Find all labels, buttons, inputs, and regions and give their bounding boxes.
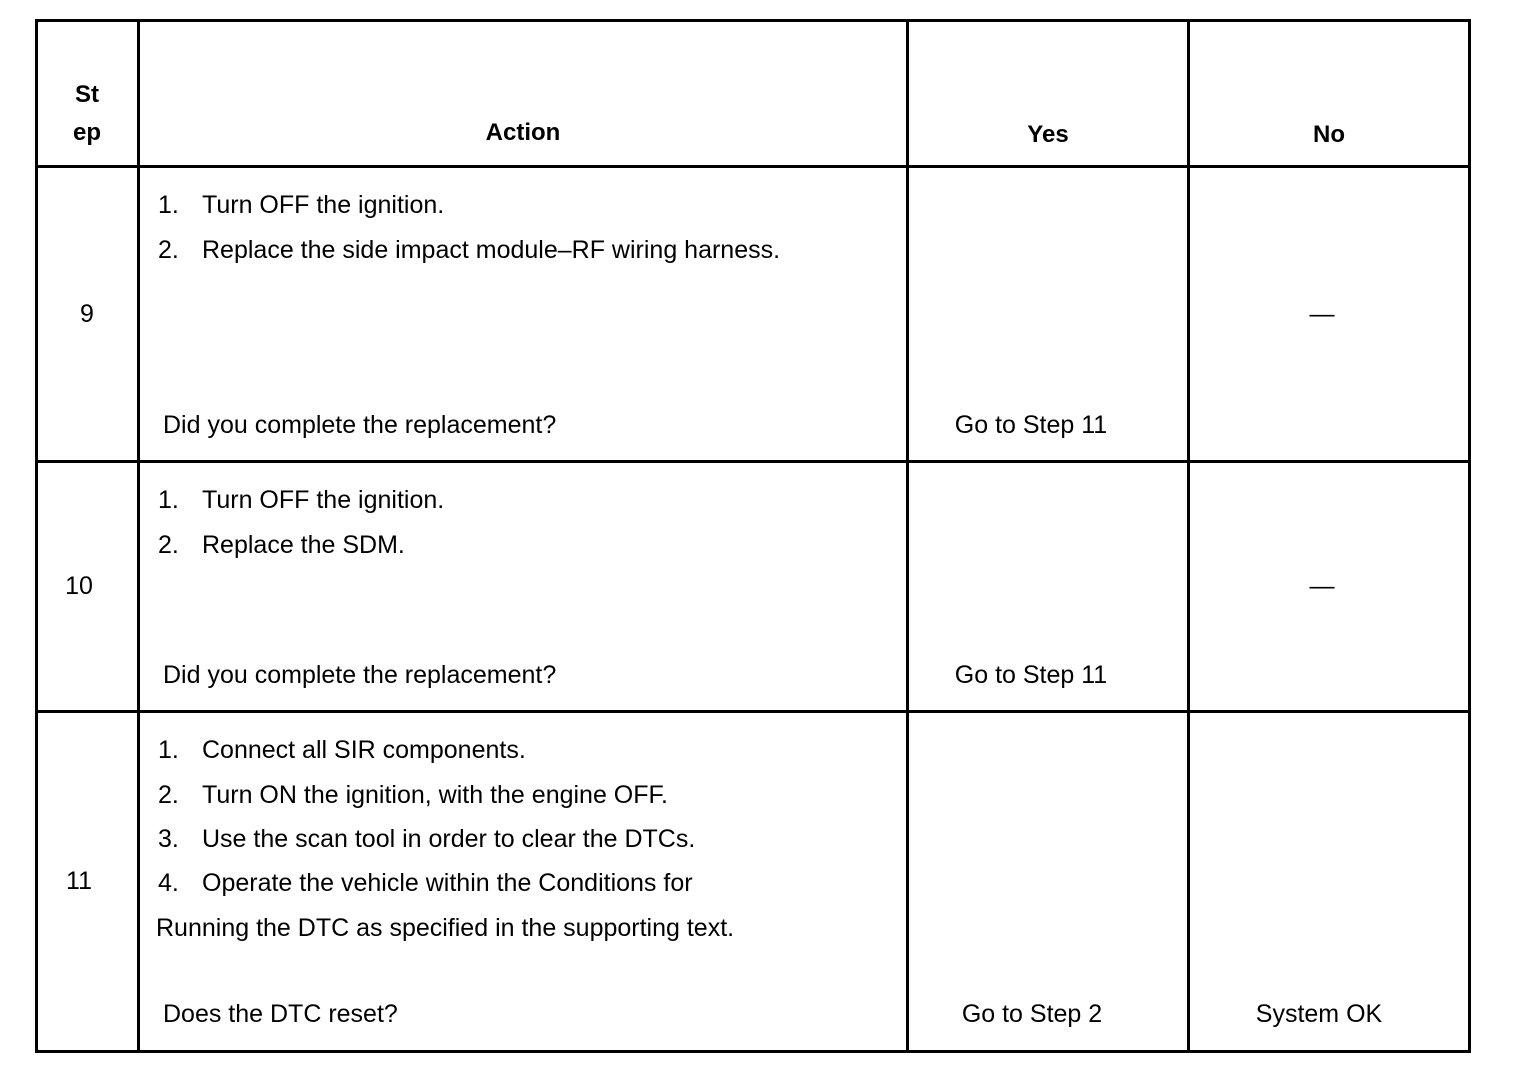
action-column-divider <box>906 19 909 1053</box>
action-step-text: Use the scan tool in order to clear the DTCs. <box>202 825 696 853</box>
action-step-number: 2. <box>158 531 179 559</box>
yes-result: Go to Step 2 <box>961 1000 1103 1028</box>
action-step <box>158 780 668 810</box>
action-step-text: Replace the side impact module–RF wiring harness. <box>202 236 781 264</box>
action-continuation: Running the DTC as specified in the supporting text. <box>156 914 735 942</box>
header-bottom-border <box>36 165 1471 168</box>
yes-column-divider <box>1187 19 1190 1053</box>
table-bottom-border <box>36 1050 1471 1053</box>
step-number: 9 <box>80 300 94 328</box>
action-step-number: 2. <box>158 236 179 264</box>
action-step-number: 1. <box>158 736 179 764</box>
table-top-border <box>36 19 1471 22</box>
no-result: — <box>1309 572 1335 600</box>
action-step-text: Turn OFF the ignition. <box>202 191 445 219</box>
step-column-divider <box>137 19 140 1053</box>
yes-result: Go to Step 11 <box>954 411 1108 439</box>
header-no: No <box>1313 121 1345 148</box>
step-number: 10 <box>65 572 93 600</box>
action-step-text: Connect all SIR components. <box>202 736 526 764</box>
action-question: Does the DTC reset? <box>163 1000 398 1028</box>
header-yes: Yes <box>1027 121 1069 148</box>
row-9-bottom-border <box>36 460 1471 463</box>
table-right-border <box>1468 19 1471 1053</box>
action-step-text: Replace the SDM. <box>202 531 405 559</box>
no-result: System OK <box>1255 1000 1383 1028</box>
action-step-number: 1. <box>158 486 179 514</box>
row-10-bottom-border <box>36 710 1471 713</box>
action-step <box>158 485 444 515</box>
table-left-border <box>35 19 38 1053</box>
action-step <box>158 530 405 560</box>
header-step-line2: ep <box>72 119 101 146</box>
action-step-number: 3. <box>158 825 179 853</box>
action-step-text: Operate the vehicle within the Conditions for <box>202 869 693 897</box>
header-step-line1: St <box>75 81 99 108</box>
header-action: Action <box>485 119 561 146</box>
action-step-text: Turn OFF the ignition. <box>202 486 445 514</box>
action-question: Did you complete the replacement? <box>163 661 557 689</box>
action-step <box>158 735 526 765</box>
action-step-number: 1. <box>158 191 179 219</box>
action-step <box>158 190 444 220</box>
action-step <box>158 868 693 898</box>
action-step-number: 2. <box>158 781 179 809</box>
action-question: Did you complete the replacement? <box>163 411 557 439</box>
action-step <box>158 235 780 265</box>
action-step-text: Turn ON the ignition, with the engine OFF. <box>202 781 668 809</box>
no-result: — <box>1309 300 1335 328</box>
action-step-number: 4. <box>158 869 179 897</box>
action-step <box>158 824 695 854</box>
step-number: 11 <box>66 867 92 895</box>
yes-result: Go to Step 11 <box>954 661 1108 689</box>
